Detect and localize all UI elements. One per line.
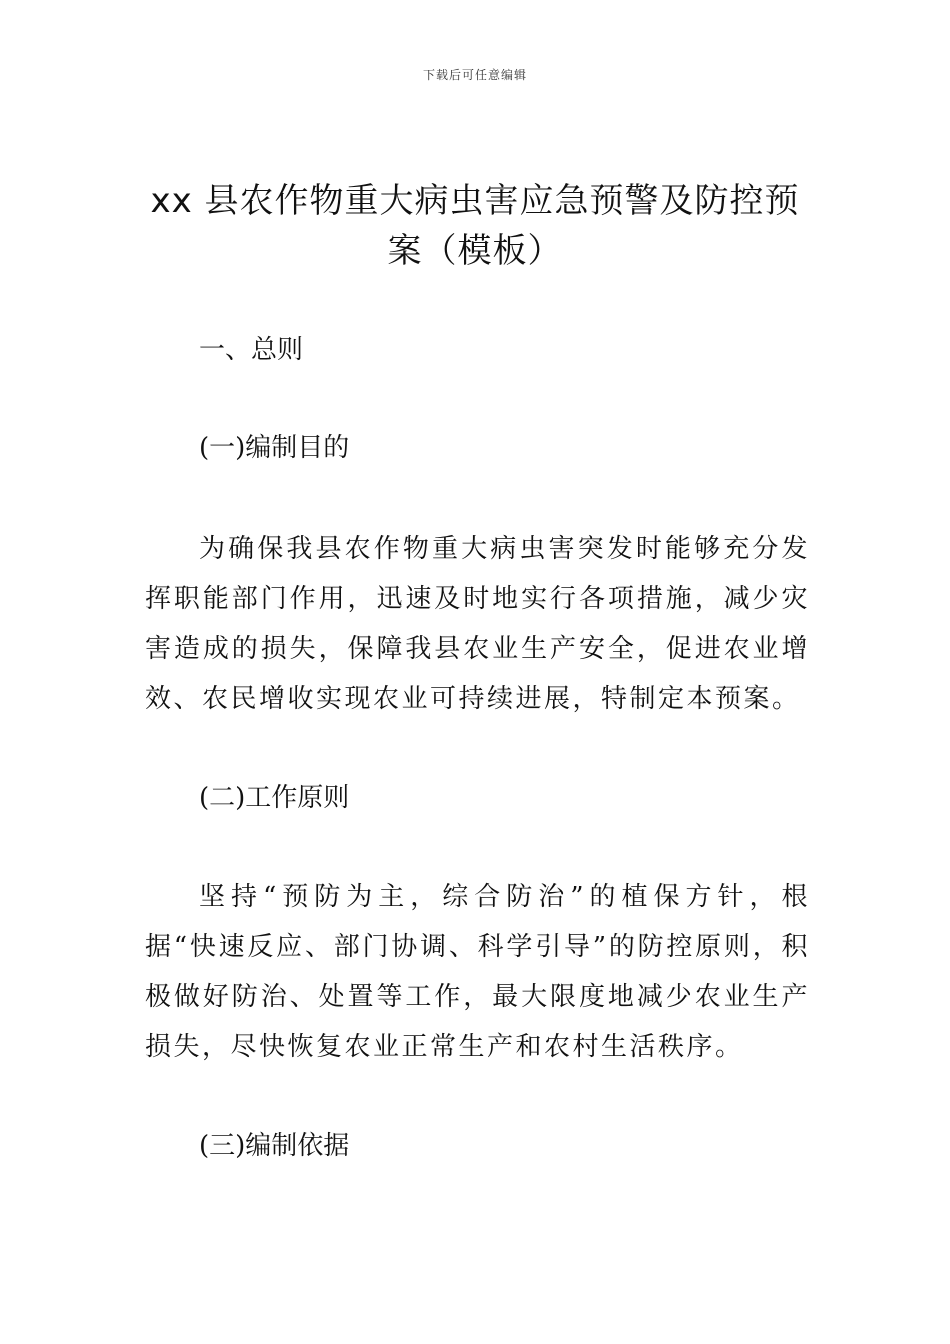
section-heading-general: 一、总则 bbox=[199, 335, 304, 365]
paragraph-principles: 坚持“预防为主，综合防治”的植保方针，根据“快速反应、部门协调、科学引导”的防控原则，积极做好防治、处置等工作，最大限度地减少农业生产损失，尽快恢复农业正常生产和农村生活秩序。 bbox=[145, 882, 810, 1062]
paragraph-purpose: 为确保我县农作物重大病虫害突发时能够充分发挥职能部门作用，迅速及时地实行各项措施，减少灾害造成的损失，保障我县农业生产安全，促进农业增效、农民增收实现农业可持续进展，特制定本预案。 bbox=[145, 534, 810, 714]
document-title bbox=[145, 176, 805, 276]
header-note: 下载后可任意编辑 bbox=[422, 68, 527, 82]
title-line-2: 案（模板） bbox=[387, 231, 563, 271]
title-line-1: xx 县农作物重大病虫害应急预警及防控预 bbox=[150, 181, 800, 221]
subsection-heading-basis: (三)编制依据 bbox=[199, 1131, 350, 1161]
subsection-heading-purpose: (一)编制目的 bbox=[199, 433, 350, 463]
subsection-heading-principles: (二)工作原则 bbox=[199, 783, 350, 813]
